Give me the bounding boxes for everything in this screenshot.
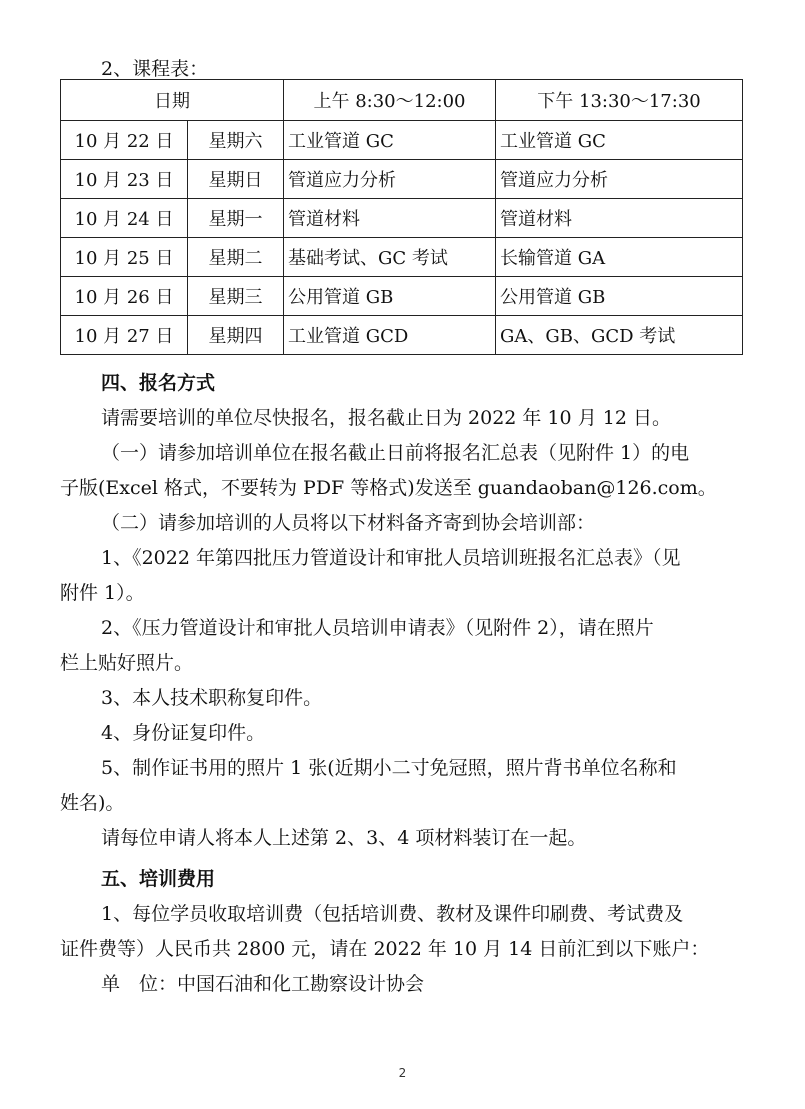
cell-date: 10 月 24 日	[61, 199, 188, 238]
material-item-3: 3、本人技术职称复印件。	[101, 687, 323, 709]
material-item-1-line2: 附件 1）。	[60, 582, 145, 604]
cell-date: 10 月 25 日	[61, 238, 188, 277]
cell-morning: 公用管道 GB	[284, 277, 496, 316]
material-item-1-line1: 1、《2022 年第四批压力管道设计和审批人员培训班报名汇总表》（见	[101, 547, 681, 569]
cell-weekday: 星期日	[188, 160, 284, 199]
fees-unit-value: 中国石油和化工勘察设计协会	[177, 973, 425, 995]
cell-date: 10 月 26 日	[61, 277, 188, 316]
schedule-title: 2、课程表：	[101, 58, 209, 80]
material-item-5-line1: 5、制作证书用的照片 1 张(近期小二寸免冠照，照片背书单位名称和	[101, 757, 677, 779]
page-number: 2	[398, 1066, 407, 1080]
header-morning: 上午 8:30～12:00	[284, 80, 496, 121]
schedule-table	[60, 79, 743, 355]
cell-morning: 管道应力分析	[284, 160, 496, 199]
cell-date: 10 月 23 日	[61, 160, 188, 199]
cell-afternoon: 管道应力分析	[496, 160, 743, 199]
header-afternoon: 下午 13:30～17:30	[496, 80, 743, 121]
table-row	[61, 160, 743, 199]
cell-afternoon: 工业管道 GC	[496, 121, 743, 160]
cell-date: 10 月 27 日	[61, 316, 188, 355]
cell-date: 10 月 22 日	[61, 121, 188, 160]
cell-weekday: 星期六	[188, 121, 284, 160]
registration-p1-line2: 子版(Excel 格式，不要转为 PDF 等格式)发送至 guandaoban@126.com。	[60, 477, 717, 499]
schedule-header-row	[61, 80, 743, 121]
material-item-2-line1: 2、《压力管道设计和审批人员培训申请表》（见附件 2），请在照片	[101, 617, 654, 639]
cell-afternoon: 公用管道 GB	[496, 277, 743, 316]
table-row	[61, 277, 743, 316]
cell-afternoon: 管道材料	[496, 199, 743, 238]
cell-morning: 工业管道 GCD	[284, 316, 496, 355]
cell-weekday: 星期二	[188, 238, 284, 277]
cell-weekday: 星期四	[188, 316, 284, 355]
table-row	[61, 121, 743, 160]
fees-p1-line1: 1、每位学员收取培训费（包括培训费、教材及课件印刷费、考试费及	[101, 903, 684, 925]
registration-p2: （二）请参加培训的人员将以下材料备齐寄到协会培训部：	[101, 512, 596, 534]
registration-p1-line1: （一）请参加培训单位在报名截止日前将报名汇总表（见附件 1）的电	[101, 442, 690, 464]
cell-morning: 工业管道 GC	[284, 121, 496, 160]
fees-heading: 五、培训费用	[101, 868, 216, 890]
cell-weekday: 星期一	[188, 199, 284, 238]
cell-afternoon: 长输管道 GA	[496, 238, 743, 277]
material-item-4: 4、身份证复印件。	[101, 722, 266, 744]
cell-morning: 基础考试、GC 考试	[284, 238, 496, 277]
fees-unit-label: 单 位：	[101, 973, 178, 995]
cell-afternoon: GA、GB、GCD 考试	[496, 316, 743, 355]
registration-intro: 请需要培训的单位尽快报名，报名截止日为 2022 年 10 月 12 日。	[101, 407, 671, 429]
material-item-2-line2: 栏上贴好照片。	[60, 652, 194, 674]
table-row	[61, 316, 743, 355]
material-item-5-line2: 姓名)。	[60, 792, 125, 814]
registration-note: 请每位申请人将本人上述第 2、3、4 项材料装订在一起。	[101, 827, 587, 849]
cell-weekday: 星期三	[188, 277, 284, 316]
table-row	[61, 199, 743, 238]
cell-morning: 管道材料	[284, 199, 496, 238]
table-row	[61, 238, 743, 277]
fees-p1-line2: 证件费等）人民币共 2800 元，请在 2022 年 10 月 14 日前汇到以下账户：	[60, 938, 710, 960]
fees-unit-row	[101, 973, 751, 995]
registration-heading: 四、报名方式	[101, 372, 216, 394]
header-date: 日期	[61, 80, 284, 121]
